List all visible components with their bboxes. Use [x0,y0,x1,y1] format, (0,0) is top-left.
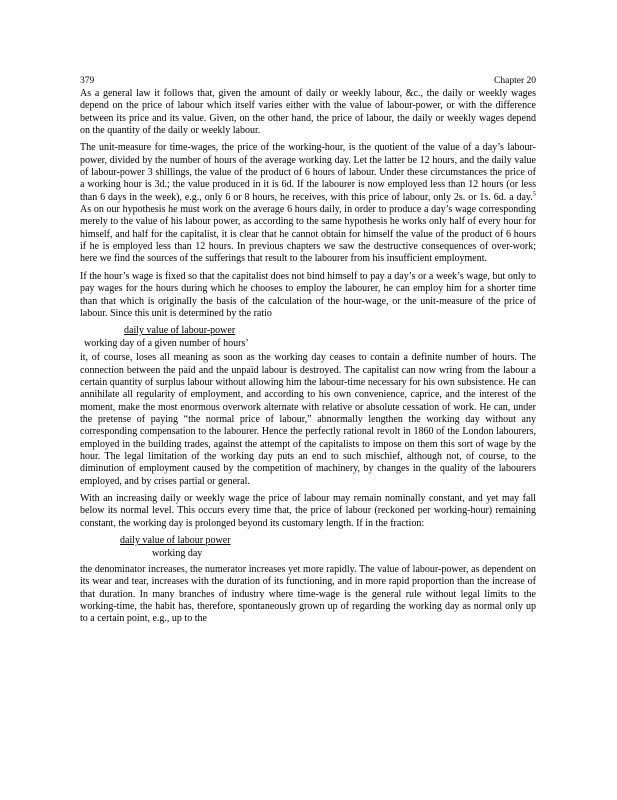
fraction-2 [80,535,536,560]
paragraph-2-part-b: As on our hypothesis he must work on the average 6 hours daily, in order to produce a day’s wage corresponding merely to the value of his labour power, as according to the same hypothesis he works only half of every hour for himself, and half for the capitalist, it is clear that he cannot obtain for himself the value of the product of 6 hours if he is employed less than 12 hours. In previous chapters we saw the destructive consequences of over-work; here we find the sources of the sufferings that result to the labourer from his insufficient employment. [80,204,536,265]
footnote-marker[interactable]: 5 [532,190,536,198]
paragraph-2 [80,142,536,265]
paragraph-6: the denominator increases, the numerator increases yet more rapidly. The value of labour-power, as dependent on its wear and tear, increases with the duration of its functioning, and in more rapid proportion than the increase of that duration. In many branches of industry where time-wage is the general rule without legal limits to the working-time, the habit has, therefore, spontaneously grown up of regarding the working day as normal only up to a certain point, e.g., up to the [80,564,536,625]
fraction-1 [80,325,536,350]
paragraph-1: As a general law it follows that, given the amount of daily or weekly labour, &c., the daily or weekly wages depend on the price of labour which itself varies either with the value of labour-power, or with the difference between its price and its value. Given, on the other hand, the price of labour, the daily or weekly wages depend on the quantity of the daily or weekly labour. [80,88,536,137]
fraction-1-numerator: daily value of labour-power [124,325,236,337]
page-number: 379 [80,76,95,86]
paragraph-4: it, of course, loses all meaning as soon as the working day ceases to contain a definite number of hours. The connection between the paid and the unpaid labour is destroyed. The capitalist can now wring from the labour a certain quantity of surplus labour without allowing him the labour-time necessary for his own subsistence. He can annihilate all regularity of employment, and according to his own convenience, caprice, and the interest of the moment, make the most enormous overwork alternate with relative or absolute cessation of work. He can, under the pretense of paying “the normal price of labour,” abnormally lengthen the working day without any corresponding compensation to the labourer. Hence the perfectly rational revolt in 1860 of the London labourers, employed in the building trades, against the attempt of the capitalists to impose on them this sort of wage by the hour. The legal limitation of the working day puts an end to such mischief, although not, of course, to the diminution of employment caused by the competition of machinery, by changes in the quality of the labourers employed, and by crises partial or general. [80,352,536,487]
paragraph-5: With an increasing daily or weekly wage the price of labour may remain nominally constant, and yet may fall below its normal level. This occurs every time that, the price of labour (reckoned per working-hour) remaining constant, the working day is prolonged beyond its customary length. If in the fraction: [80,492,536,529]
paragraph-3: If the hour’s wage is fixed so that the capitalist does not bind himself to pay a day’s or a week’s wage, but only to pay wages for the hours during which he chooses to employ the labourer, he can employ him for a shorter time than that which is originally the basis of the calculation of the hour-wage, or the unit-measure of the price of labour. Since this unit is determined by the ratio [80,270,536,319]
fraction-2-numerator: daily value of labour power [120,535,231,546]
paragraph-2-part-a: The unit-measure for time-wages, the price of the working-hour, is the quotient of the value of a day’s labour-power, divided by the number of hours of the average working day. Let the latter be 12 hours, and the daily value of labour-power 3 shillings, the value of the product of 6 hours of labour. Under these circumstances the price of a working hour is 3d.; the value produced in it is 6d. If the labourer is now employed less than 12 hours (or less than 6 days in the week), e.g., only 6 or 8 hours, he receives, with this price of labour, only 2s. or 1s. 6d. a day. [80,142,536,203]
fraction-1-denominator: working day of a given number of hours’ [84,337,249,349]
fraction-2-denominator: working day [152,547,203,559]
body-text [80,88,536,631]
chapter-title: Chapter 20 [494,76,536,86]
